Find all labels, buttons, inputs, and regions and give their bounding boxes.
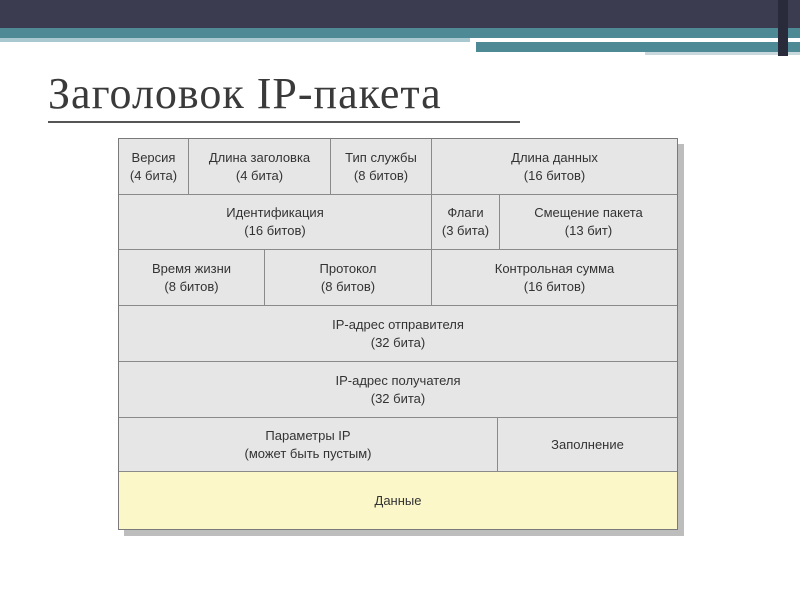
- field-label: Протокол: [319, 260, 377, 276]
- field-label: Параметры IP: [265, 427, 351, 443]
- field-label: IP-адрес получателя: [335, 372, 461, 388]
- field-source-ip: [119, 306, 677, 362]
- field-size: (4 бита): [235, 167, 284, 183]
- field-padding: [498, 418, 677, 472]
- field-label: Тип службы: [345, 149, 417, 165]
- field-total-length: [432, 139, 677, 195]
- field-flags: [432, 195, 500, 250]
- field-size: (3 бита): [441, 223, 490, 238]
- field-size: (может быть пустым): [244, 445, 372, 461]
- field-size: (32 бита): [370, 390, 426, 406]
- field-label: Идентификация: [226, 205, 324, 220]
- field-data: [119, 472, 677, 529]
- corner-accent: [778, 0, 788, 56]
- field-fragment-offset: [500, 195, 677, 250]
- title-underline: [48, 121, 520, 123]
- field-size: (16 битов): [244, 223, 306, 238]
- field-label: Смещение пакета: [534, 205, 643, 220]
- header-band: [0, 0, 800, 28]
- accent-stripe-right: [476, 42, 800, 52]
- field-size: (16 битов): [523, 167, 586, 183]
- slide-title: Заголовок IP-пакета: [48, 69, 442, 118]
- field-label: Флаги: [447, 205, 484, 220]
- field-size: (4 бита): [129, 167, 178, 183]
- field-size: (8 битов): [320, 278, 376, 294]
- field-label: Заполнение: [551, 436, 624, 452]
- field-size: (8 битов): [164, 278, 219, 294]
- accent-stripe: [0, 28, 800, 38]
- field-options: [119, 418, 498, 472]
- field-label: Версия: [131, 149, 176, 165]
- field-label: Длина данных: [511, 149, 598, 165]
- field-size: (16 битов): [523, 278, 586, 294]
- field-label: Время жизни: [151, 260, 232, 276]
- field-identification: [119, 195, 432, 250]
- diagram-row: [119, 195, 677, 250]
- diagram-row: [119, 306, 677, 362]
- field-checksum: [432, 250, 677, 306]
- field-version: [119, 139, 189, 195]
- ip-header-diagram: [118, 138, 678, 530]
- accent-stripe-light: [0, 38, 470, 42]
- field-header-length: [189, 139, 331, 195]
- field-ttl: [119, 250, 265, 306]
- field-label: Длина заголовка: [208, 149, 311, 165]
- field-size: (8 битов): [353, 167, 409, 183]
- field-label: Контрольная сумма: [494, 260, 615, 276]
- field-destination-ip: [119, 362, 677, 418]
- diagram-row: [119, 250, 677, 306]
- field-label: Данные: [374, 492, 422, 508]
- diagram-row: [119, 418, 677, 472]
- field-size: (13 бит): [564, 223, 613, 238]
- field-size: (32 бита): [370, 334, 426, 350]
- accent-stripe-thin: [645, 52, 800, 55]
- field-label: IP-адрес отправителя: [332, 316, 464, 332]
- field-type-of-service: [331, 139, 432, 195]
- diagram-row: [119, 472, 677, 529]
- diagram-row: [119, 139, 677, 195]
- diagram-row: [119, 362, 677, 418]
- field-protocol: [265, 250, 432, 306]
